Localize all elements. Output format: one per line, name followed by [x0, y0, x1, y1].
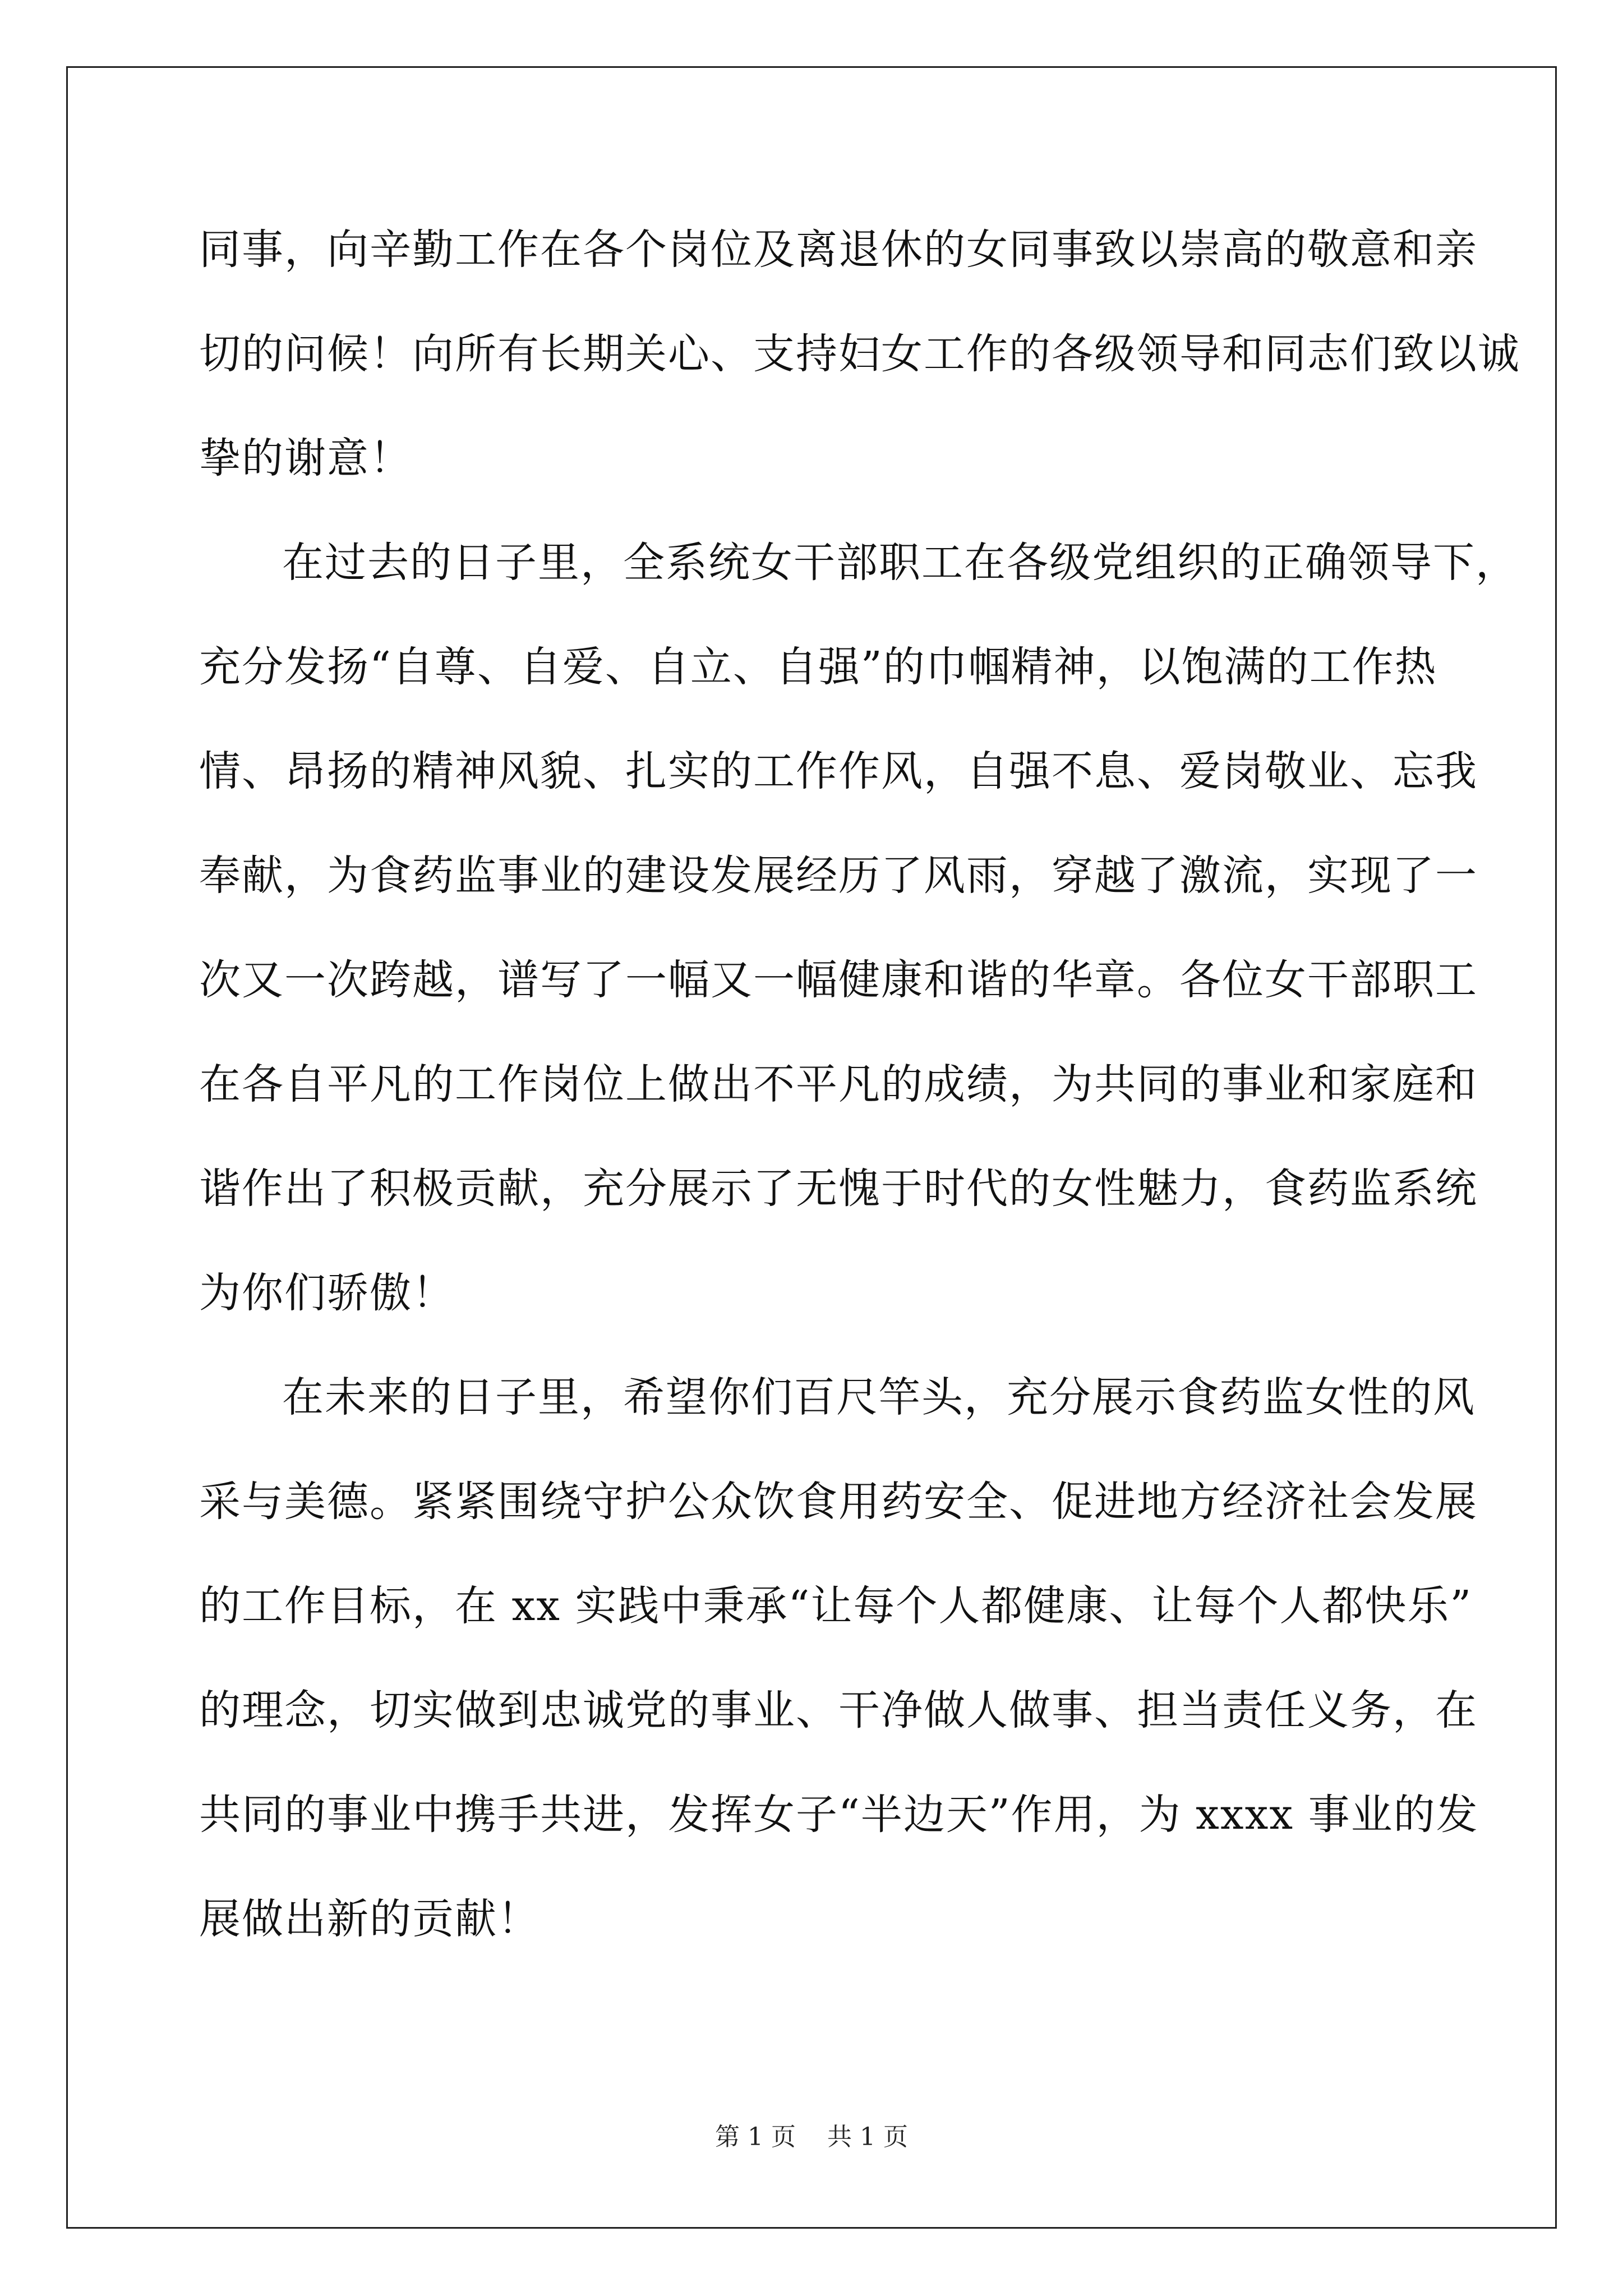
text-line: 为你们骄傲！: [199, 1269, 455, 1317]
paragraph-first-line: 在过去的日子里，全系统女干部职工在各级党组织的正确领导下，: [282, 539, 1518, 587]
text-line: 采与美德。紧紧围绕守护公众饮食用药安全、促进地方经济社会发展: [199, 1478, 1478, 1526]
text-line: 切的问候！向所有长期关心、支持妇女工作的各级领导和同志们致以诚: [199, 330, 1520, 378]
paragraph-first-line: 在未来的日子里，希望你们百尺竿头，充分展示食药监女性的风: [282, 1373, 1476, 1421]
text-line: 情、昂扬的精神风貌、扎实的工作作风，自强不息、爱岗敬业、忘我: [199, 747, 1478, 795]
text-line: 的工作目标，在 xx 实践中秉承“让每个人都健康、让每个人都快乐”: [199, 1582, 1473, 1630]
page-footer: [0, 2120, 1623, 2154]
text-line: 的理念，切实做到忠诚党的事业、干净做人做事、担当责任义务，在: [199, 1686, 1478, 1734]
text-line: 展做出新的贡献！: [199, 1895, 540, 1943]
text-line: 共同的事业中携手共进，发挥女子“半边天”作用，为 xxxx 事业的发: [199, 1791, 1479, 1839]
text-line: 奉献，为食药监事业的建设发展经历了风雨，穿越了激流，实现了一: [199, 852, 1478, 900]
document-body: [199, 197, 1520, 1971]
text-line: 挚的谢意！: [199, 434, 412, 482]
text-line: 谐作出了积极贡献，充分展示了无愧于时代的女性魅力，食药监系统: [199, 1165, 1478, 1213]
text-line: 在各自平凡的工作岗位上做出不平凡的成绩，为共同的事业和家庭和: [199, 1060, 1478, 1108]
text-line: 充分发扬“自尊、自爱、自立、自强”的巾帼精神，以饱满的工作热: [199, 643, 1437, 691]
text-line: 次又一次跨越，谱写了一幅又一幅健康和谐的华章。各位女干部职工: [199, 956, 1478, 1004]
text-line: 同事，向辛勤工作在各个岗位及离退休的女同事致以崇高的敬意和亲: [199, 226, 1478, 274]
page-number: 第 1 页: [715, 2123, 796, 2151]
page-total: 共 1 页: [827, 2123, 908, 2151]
